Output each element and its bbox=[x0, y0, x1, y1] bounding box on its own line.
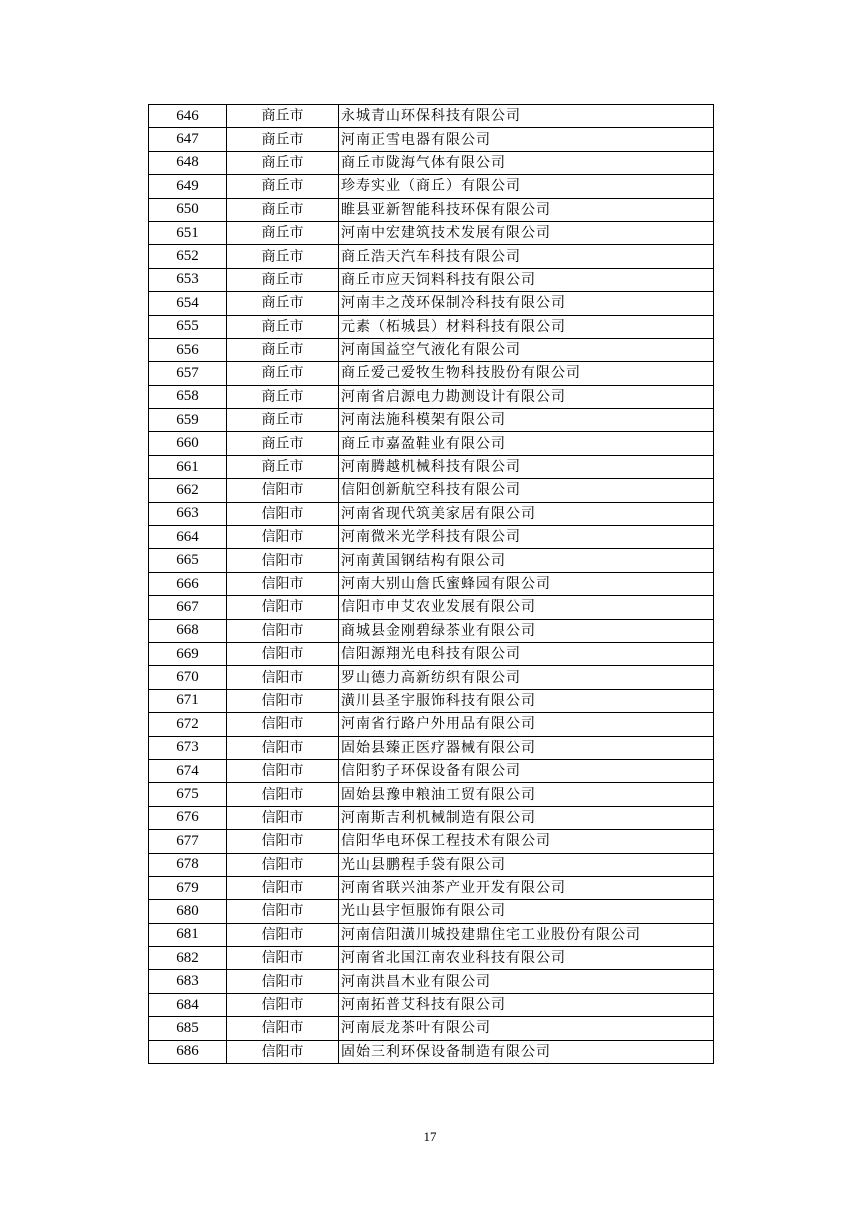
company-name-cell: 河南国益空气液化有限公司 bbox=[339, 338, 714, 361]
company-name-cell: 河南省北国江南农业科技有限公司 bbox=[339, 947, 714, 970]
table-row bbox=[149, 1040, 714, 1063]
row-number-cell: 685 bbox=[149, 1017, 227, 1040]
table-row bbox=[149, 572, 714, 595]
city-cell: 信阳市 bbox=[227, 970, 339, 993]
city-cell: 商丘市 bbox=[227, 362, 339, 385]
city-cell: 信阳市 bbox=[227, 759, 339, 782]
page-number: 17 bbox=[423, 1129, 437, 1144]
table-row bbox=[149, 362, 714, 385]
row-number-cell: 671 bbox=[149, 689, 227, 712]
company-name-cell: 信阳华电环保工程技术有限公司 bbox=[339, 830, 714, 853]
city-cell: 商丘市 bbox=[227, 315, 339, 338]
city-cell: 商丘市 bbox=[227, 292, 339, 315]
table-row bbox=[149, 596, 714, 619]
company-name-cell: 永城青山环保科技有限公司 bbox=[339, 105, 714, 128]
row-number-cell: 669 bbox=[149, 642, 227, 665]
company-name-cell: 河南省现代筑美家居有限公司 bbox=[339, 502, 714, 525]
company-name-cell: 潢川县圣宇服饰科技有限公司 bbox=[339, 689, 714, 712]
row-number-cell: 648 bbox=[149, 151, 227, 174]
row-number-cell: 667 bbox=[149, 596, 227, 619]
row-number-cell: 662 bbox=[149, 479, 227, 502]
city-cell: 信阳市 bbox=[227, 596, 339, 619]
city-cell: 信阳市 bbox=[227, 947, 339, 970]
company-name-cell: 信阳豹子环保设备有限公司 bbox=[339, 759, 714, 782]
row-number-cell: 679 bbox=[149, 876, 227, 899]
row-number-cell: 649 bbox=[149, 175, 227, 198]
company-name-cell: 河南腾越机械科技有限公司 bbox=[339, 455, 714, 478]
table-row bbox=[149, 993, 714, 1016]
table-row bbox=[149, 526, 714, 549]
table-row bbox=[149, 479, 714, 502]
table-row bbox=[149, 1017, 714, 1040]
city-cell: 信阳市 bbox=[227, 876, 339, 899]
row-number-cell: 680 bbox=[149, 900, 227, 923]
table-row bbox=[149, 549, 714, 572]
row-number-cell: 666 bbox=[149, 572, 227, 595]
company-name-cell: 河南黄国钢结构有限公司 bbox=[339, 549, 714, 572]
table-row bbox=[149, 385, 714, 408]
city-cell: 信阳市 bbox=[227, 666, 339, 689]
table-row bbox=[149, 689, 714, 712]
city-cell: 信阳市 bbox=[227, 502, 339, 525]
row-number-cell: 683 bbox=[149, 970, 227, 993]
city-cell: 信阳市 bbox=[227, 993, 339, 1016]
city-cell: 信阳市 bbox=[227, 619, 339, 642]
city-cell: 商丘市 bbox=[227, 338, 339, 361]
company-name-cell: 商丘市陇海气体有限公司 bbox=[339, 151, 714, 174]
table-row bbox=[149, 947, 714, 970]
company-name-cell: 河南中宏建筑技术发展有限公司 bbox=[339, 221, 714, 244]
table-row bbox=[149, 432, 714, 455]
row-number-cell: 656 bbox=[149, 338, 227, 361]
table-row bbox=[149, 221, 714, 244]
company-name-cell: 河南微米光学科技有限公司 bbox=[339, 526, 714, 549]
table-row bbox=[149, 338, 714, 361]
row-number-cell: 674 bbox=[149, 759, 227, 782]
company-name-cell: 河南正雪电器有限公司 bbox=[339, 128, 714, 151]
city-cell: 信阳市 bbox=[227, 830, 339, 853]
city-cell: 信阳市 bbox=[227, 853, 339, 876]
table-row bbox=[149, 502, 714, 525]
table-row bbox=[149, 245, 714, 268]
company-name-cell: 河南辰龙茶叶有限公司 bbox=[339, 1017, 714, 1040]
table-row bbox=[149, 268, 714, 291]
city-cell: 商丘市 bbox=[227, 198, 339, 221]
company-name-cell: 固始县臻正医疗器械有限公司 bbox=[339, 736, 714, 759]
row-number-cell: 686 bbox=[149, 1040, 227, 1063]
company-name-cell: 河南洪昌木业有限公司 bbox=[339, 970, 714, 993]
row-number-cell: 664 bbox=[149, 526, 227, 549]
table-row bbox=[149, 713, 714, 736]
table-row bbox=[149, 783, 714, 806]
company-list-table bbox=[148, 104, 714, 1064]
table-row bbox=[149, 830, 714, 853]
row-number-cell: 650 bbox=[149, 198, 227, 221]
city-cell: 商丘市 bbox=[227, 268, 339, 291]
company-name-cell: 光山县鹏程手袋有限公司 bbox=[339, 853, 714, 876]
city-cell: 商丘市 bbox=[227, 128, 339, 151]
city-cell: 信阳市 bbox=[227, 572, 339, 595]
row-number-cell: 672 bbox=[149, 713, 227, 736]
table-row bbox=[149, 666, 714, 689]
city-cell: 商丘市 bbox=[227, 151, 339, 174]
city-cell: 商丘市 bbox=[227, 385, 339, 408]
city-cell: 信阳市 bbox=[227, 736, 339, 759]
table-body bbox=[149, 105, 714, 1064]
row-number-cell: 659 bbox=[149, 409, 227, 432]
table-row bbox=[149, 198, 714, 221]
table-row bbox=[149, 292, 714, 315]
table-row bbox=[149, 315, 714, 338]
company-name-cell: 固始三利环保设备制造有限公司 bbox=[339, 1040, 714, 1063]
company-name-cell: 河南大别山詹氏蜜蜂园有限公司 bbox=[339, 572, 714, 595]
city-cell: 信阳市 bbox=[227, 689, 339, 712]
table-row bbox=[149, 151, 714, 174]
company-name-cell: 睢县亚新智能科技环保有限公司 bbox=[339, 198, 714, 221]
company-name-cell: 元素（柘城县）材料科技有限公司 bbox=[339, 315, 714, 338]
table-row bbox=[149, 923, 714, 946]
city-cell: 信阳市 bbox=[227, 806, 339, 829]
row-number-cell: 646 bbox=[149, 105, 227, 128]
row-number-cell: 652 bbox=[149, 245, 227, 268]
city-cell: 信阳市 bbox=[227, 783, 339, 806]
company-name-cell: 信阳源翔光电科技有限公司 bbox=[339, 642, 714, 665]
company-name-cell: 河南丰之茂环保制冷科技有限公司 bbox=[339, 292, 714, 315]
row-number-cell: 647 bbox=[149, 128, 227, 151]
company-name-cell: 河南信阳潢川城投建鼎住宅工业股份有限公司 bbox=[339, 923, 714, 946]
row-number-cell: 663 bbox=[149, 502, 227, 525]
company-name-cell: 珍寿实业（商丘）有限公司 bbox=[339, 175, 714, 198]
company-name-cell: 河南斯吉利机械制造有限公司 bbox=[339, 806, 714, 829]
city-cell: 商丘市 bbox=[227, 409, 339, 432]
row-number-cell: 660 bbox=[149, 432, 227, 455]
city-cell: 商丘市 bbox=[227, 245, 339, 268]
row-number-cell: 655 bbox=[149, 315, 227, 338]
table-row bbox=[149, 105, 714, 128]
company-name-cell: 河南省启源电力勘测设计有限公司 bbox=[339, 385, 714, 408]
table-row bbox=[149, 970, 714, 993]
table-row bbox=[149, 759, 714, 782]
city-cell: 信阳市 bbox=[227, 900, 339, 923]
row-number-cell: 665 bbox=[149, 549, 227, 572]
row-number-cell: 657 bbox=[149, 362, 227, 385]
table-row bbox=[149, 900, 714, 923]
table-row bbox=[149, 736, 714, 759]
table-row bbox=[149, 409, 714, 432]
row-number-cell: 653 bbox=[149, 268, 227, 291]
table-row bbox=[149, 876, 714, 899]
city-cell: 商丘市 bbox=[227, 432, 339, 455]
company-name-cell: 信阳创新航空科技有限公司 bbox=[339, 479, 714, 502]
city-cell: 商丘市 bbox=[227, 221, 339, 244]
city-cell: 信阳市 bbox=[227, 526, 339, 549]
row-number-cell: 678 bbox=[149, 853, 227, 876]
company-name-cell: 商丘爱己爱牧生物科技股份有限公司 bbox=[339, 362, 714, 385]
company-name-cell: 商丘浩天汽车科技有限公司 bbox=[339, 245, 714, 268]
city-cell: 信阳市 bbox=[227, 1040, 339, 1063]
city-cell: 信阳市 bbox=[227, 642, 339, 665]
company-name-cell: 商城县金刚碧绿茶业有限公司 bbox=[339, 619, 714, 642]
company-name-cell: 河南法施科模架有限公司 bbox=[339, 409, 714, 432]
city-cell: 信阳市 bbox=[227, 1017, 339, 1040]
city-cell: 信阳市 bbox=[227, 549, 339, 572]
row-number-cell: 682 bbox=[149, 947, 227, 970]
city-cell: 信阳市 bbox=[227, 479, 339, 502]
table-row bbox=[149, 175, 714, 198]
row-number-cell: 661 bbox=[149, 455, 227, 478]
company-name-cell: 商丘市应天饲料科技有限公司 bbox=[339, 268, 714, 291]
row-number-cell: 651 bbox=[149, 221, 227, 244]
company-name-cell: 商丘市嘉盈鞋业有限公司 bbox=[339, 432, 714, 455]
row-number-cell: 654 bbox=[149, 292, 227, 315]
table-row bbox=[149, 853, 714, 876]
city-cell: 信阳市 bbox=[227, 713, 339, 736]
company-name-cell: 罗山德力高新纺织有限公司 bbox=[339, 666, 714, 689]
table-row bbox=[149, 642, 714, 665]
company-name-cell: 河南拓普艾科技有限公司 bbox=[339, 993, 714, 1016]
table-row bbox=[149, 806, 714, 829]
row-number-cell: 676 bbox=[149, 806, 227, 829]
company-name-cell: 信阳市申艾农业发展有限公司 bbox=[339, 596, 714, 619]
city-cell: 商丘市 bbox=[227, 175, 339, 198]
row-number-cell: 681 bbox=[149, 923, 227, 946]
row-number-cell: 673 bbox=[149, 736, 227, 759]
row-number-cell: 658 bbox=[149, 385, 227, 408]
table-row bbox=[149, 128, 714, 151]
row-number-cell: 670 bbox=[149, 666, 227, 689]
city-cell: 商丘市 bbox=[227, 455, 339, 478]
company-name-cell: 河南省行路户外用品有限公司 bbox=[339, 713, 714, 736]
company-name-cell: 河南省联兴油茶产业开发有限公司 bbox=[339, 876, 714, 899]
row-number-cell: 677 bbox=[149, 830, 227, 853]
table-row bbox=[149, 455, 714, 478]
company-name-cell: 光山县宇恒服饰有限公司 bbox=[339, 900, 714, 923]
city-cell: 信阳市 bbox=[227, 923, 339, 946]
row-number-cell: 684 bbox=[149, 993, 227, 1016]
table-row bbox=[149, 619, 714, 642]
company-name-cell: 固始县豫申粮油工贸有限公司 bbox=[339, 783, 714, 806]
row-number-cell: 675 bbox=[149, 783, 227, 806]
city-cell: 商丘市 bbox=[227, 105, 339, 128]
row-number-cell: 668 bbox=[149, 619, 227, 642]
